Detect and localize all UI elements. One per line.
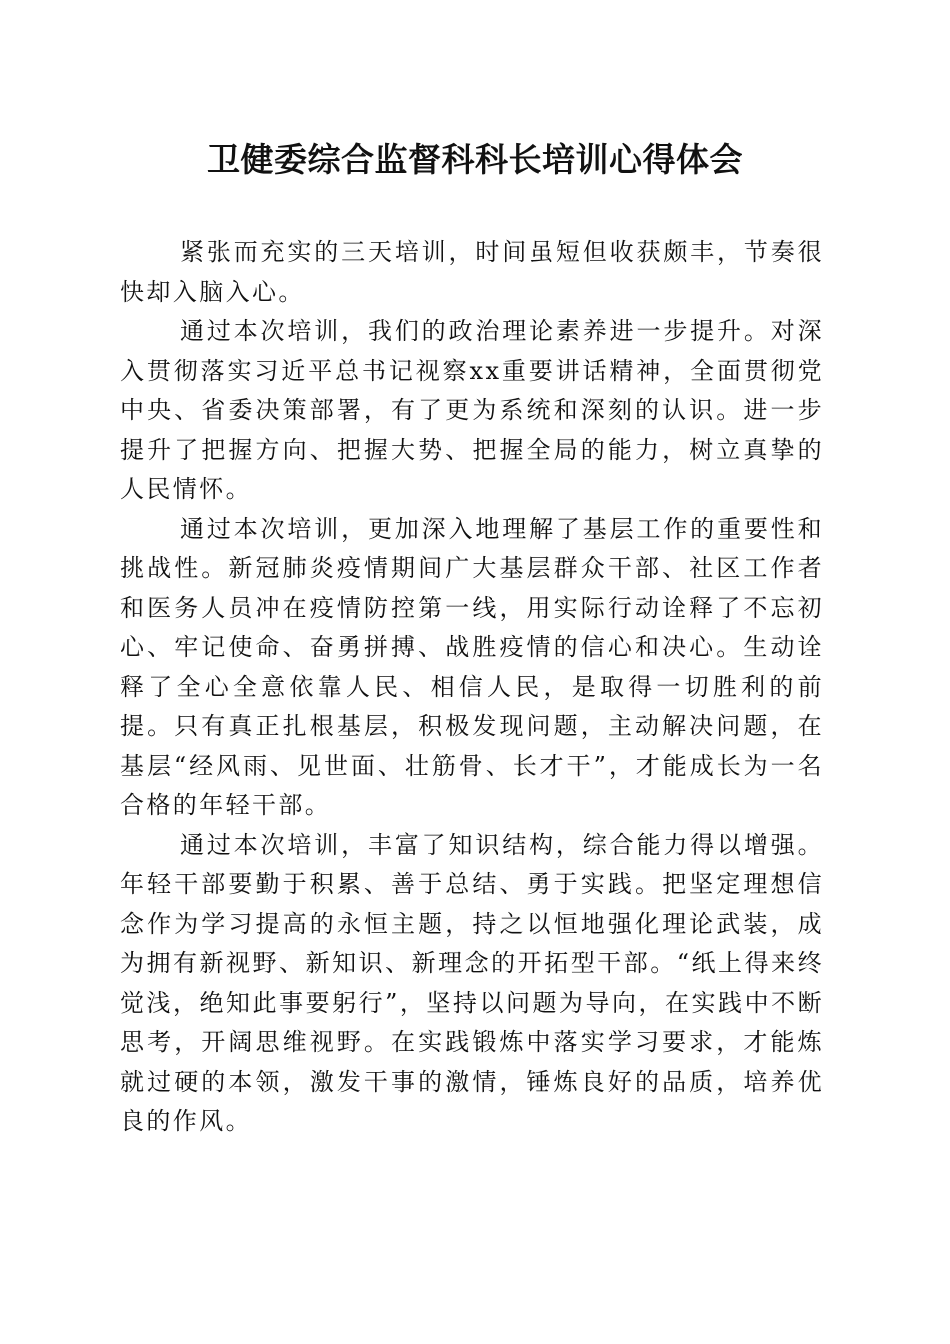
document-body — [120, 233, 824, 1142]
paragraph: 通过本次培训，丰富了知识结构，综合能力得以增强。年轻干部要勤于积累、善于总结、勇于实践。把坚定理想信念作为学习提高的永恒主题，持之以恒地强化理论武装，成为拥有新视野、新知识、新理念的开拓型干部。“纸上得来终觉浅，绝知此事要躬行”，坚持以问题为导向，在实践中不断思考，开阔思维视野。在实践锻炼中落实学习要求，才能炼就过硬的本领，激发干事的激情，锤炼良好的品质，培养优良的作风。 — [120, 830, 824, 1135]
paragraph: 通过本次培训，我们的政治理论素养进一步提升。对深入贯彻落实习近平总书记视察xx重要讲话精神，全面贯彻党中央、省委决策部署，有了更为系统和深刻的认识。进一步提升了把握方向、把握大势、把握全局的能力，树立真挚的人民情怀。 — [120, 317, 824, 503]
paragraph: 紧张而充实的三天培训，时间虽短但收获颇丰，节奏很快却入脑入心。 — [120, 238, 824, 306]
paragraph: 通过本次培训，更加深入地理解了基层工作的重要性和挑战性。新冠肺炎疫情期间广大基层群众干部、社区工作者和医务人员冲在疫情防控第一线，用实际行动诠释了不忘初心、牢记使命、奋勇拼搏、战胜疫情的信心和决心。生动诠释了全心全意依靠人民、相信人民，是取得一切胜利的前提。只有真正扎根基层，积极发现问题，主动解决问题，在基层“经风雨、见世面、壮筋骨、长才干”，才能成长为一名合格的年轻干部。 — [120, 514, 824, 819]
document-title: 卫健委综合监督科科长培训心得体会 — [207, 140, 743, 179]
